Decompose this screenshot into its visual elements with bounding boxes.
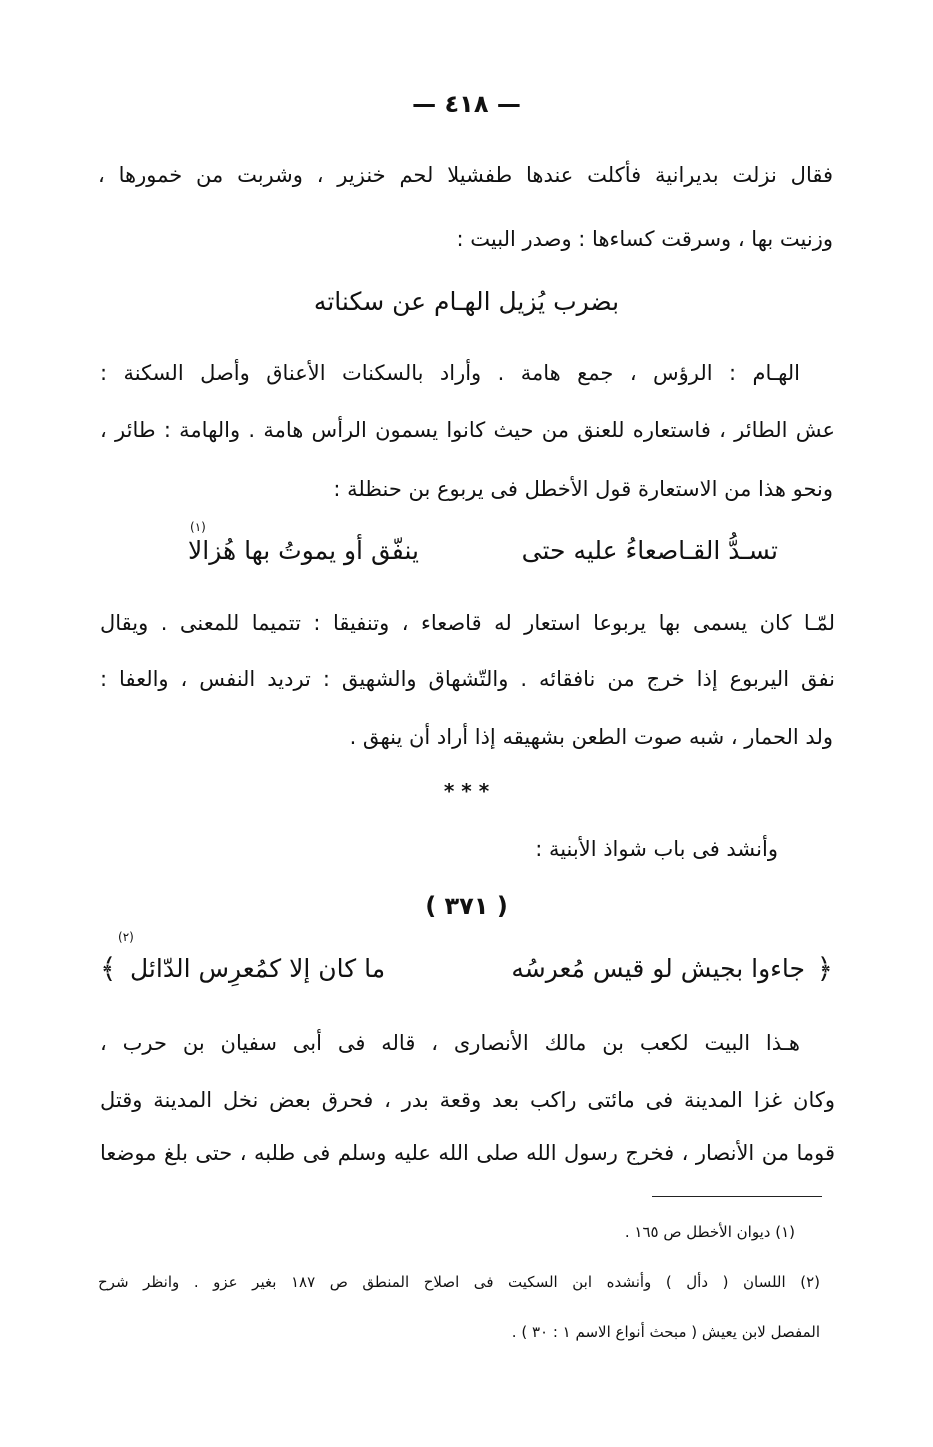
footnote-marker-1: (١) (190, 520, 206, 534)
paragraph-4-line-1: هـذا البيت لكعب بن مالك الأنصارى ، قاله فى أبى سفيان بن حرب ، (100, 1031, 800, 1055)
verse-3-second-half: ما كان إلا كمُعرِس الدّائل (130, 954, 386, 983)
paragraph-4-line-2: وكان غزا المدينة فى مائتى راكب بعد وقعة بدر ، فحرق بعض نخل المدينة وقتل (100, 1088, 835, 1112)
footnote-1: (١) ديوان الأخطل ص ١٦٥ . (624, 1223, 795, 1241)
section-separator: * * * (443, 779, 490, 803)
verse-3-open-bracket: ﴿ (816, 952, 833, 985)
footnote-marker-2: (٢) (118, 930, 134, 944)
verse-3-close-bracket: ﴾ (100, 952, 117, 985)
paragraph-2-line-2: عش الطائر ، فاستعاره للعنق من حيث كانوا يسمون الرأس هامة . والهامة : طائر ، (100, 418, 835, 442)
paragraph-1-line-1: فقال نزلت بديرانية فأكلت عندها طفشيلا لحم خنزير ، وشربت من خمورها ، (98, 163, 833, 187)
footnote-divider (652, 1196, 822, 1197)
verse-2-first-half: تسـدُّ القـاصعاءُ عليه حتى (521, 536, 778, 565)
paragraph-2-line-1: الهـام : الرؤس ، جمع هامة . وأراد بالسكنات الأعناق وأصل السكنة : (100, 361, 800, 385)
paragraph-3-line-3: ولد الحمار ، شبه صوت الطعن بشهيقه إذا أراد أن ينهق . (349, 725, 833, 749)
footnote-2-line-2: المفصل لابن يعيش ( مبحث أنواع الاسم ١ : ٣٠ ) . (511, 1323, 820, 1341)
page-number: — ٤١٨ — (412, 90, 521, 118)
entry-number: ( ٣٧١ ) (425, 892, 508, 920)
paragraph-2-line-3: ونحو هذا من الاستعارة قول الأخطل فى يربوع بن حنظلة : (333, 477, 833, 501)
intro-line: وأنشد فى باب شواذ الأبنية : (535, 837, 778, 861)
footnote-2-line-1: (٢) اللسان ( دأل ) وأنشده ابن السكيت فى اصلاح المنطق ص ١٨٧ بغير عزو . وانظر شرح (98, 1273, 820, 1291)
verse-3-first-half: جاءوا بجيش لو قيس مُعرسُه (511, 954, 805, 983)
verse-1: بضرب يُزيل الهـام عن سكناته (313, 287, 620, 316)
paragraph-3-line-1: لمّـا كان يسمى بها يربوعا استعار له قاصعاء ، وتنفيقا : تتميما للمعنى . ويقال (100, 611, 835, 635)
paragraph-4-line-3: قوما من الأنصار ، فخرج رسول الله صلى الله عليه وسلم فى طلبه ، حتى بلغ موضعا (100, 1141, 835, 1165)
paragraph-1-line-2: وزنيت بها ، وسرقت كساءها : وصدر البيت : (456, 227, 833, 251)
verse-2-second-half: ينفّق أو يموتُ بها هُزالا (188, 536, 419, 565)
paragraph-3-line-2: نفق اليربوع إذا خرج من نافقائه . والتّشهاق والشهيق : ترديد النفس ، والعفا : (100, 667, 835, 691)
